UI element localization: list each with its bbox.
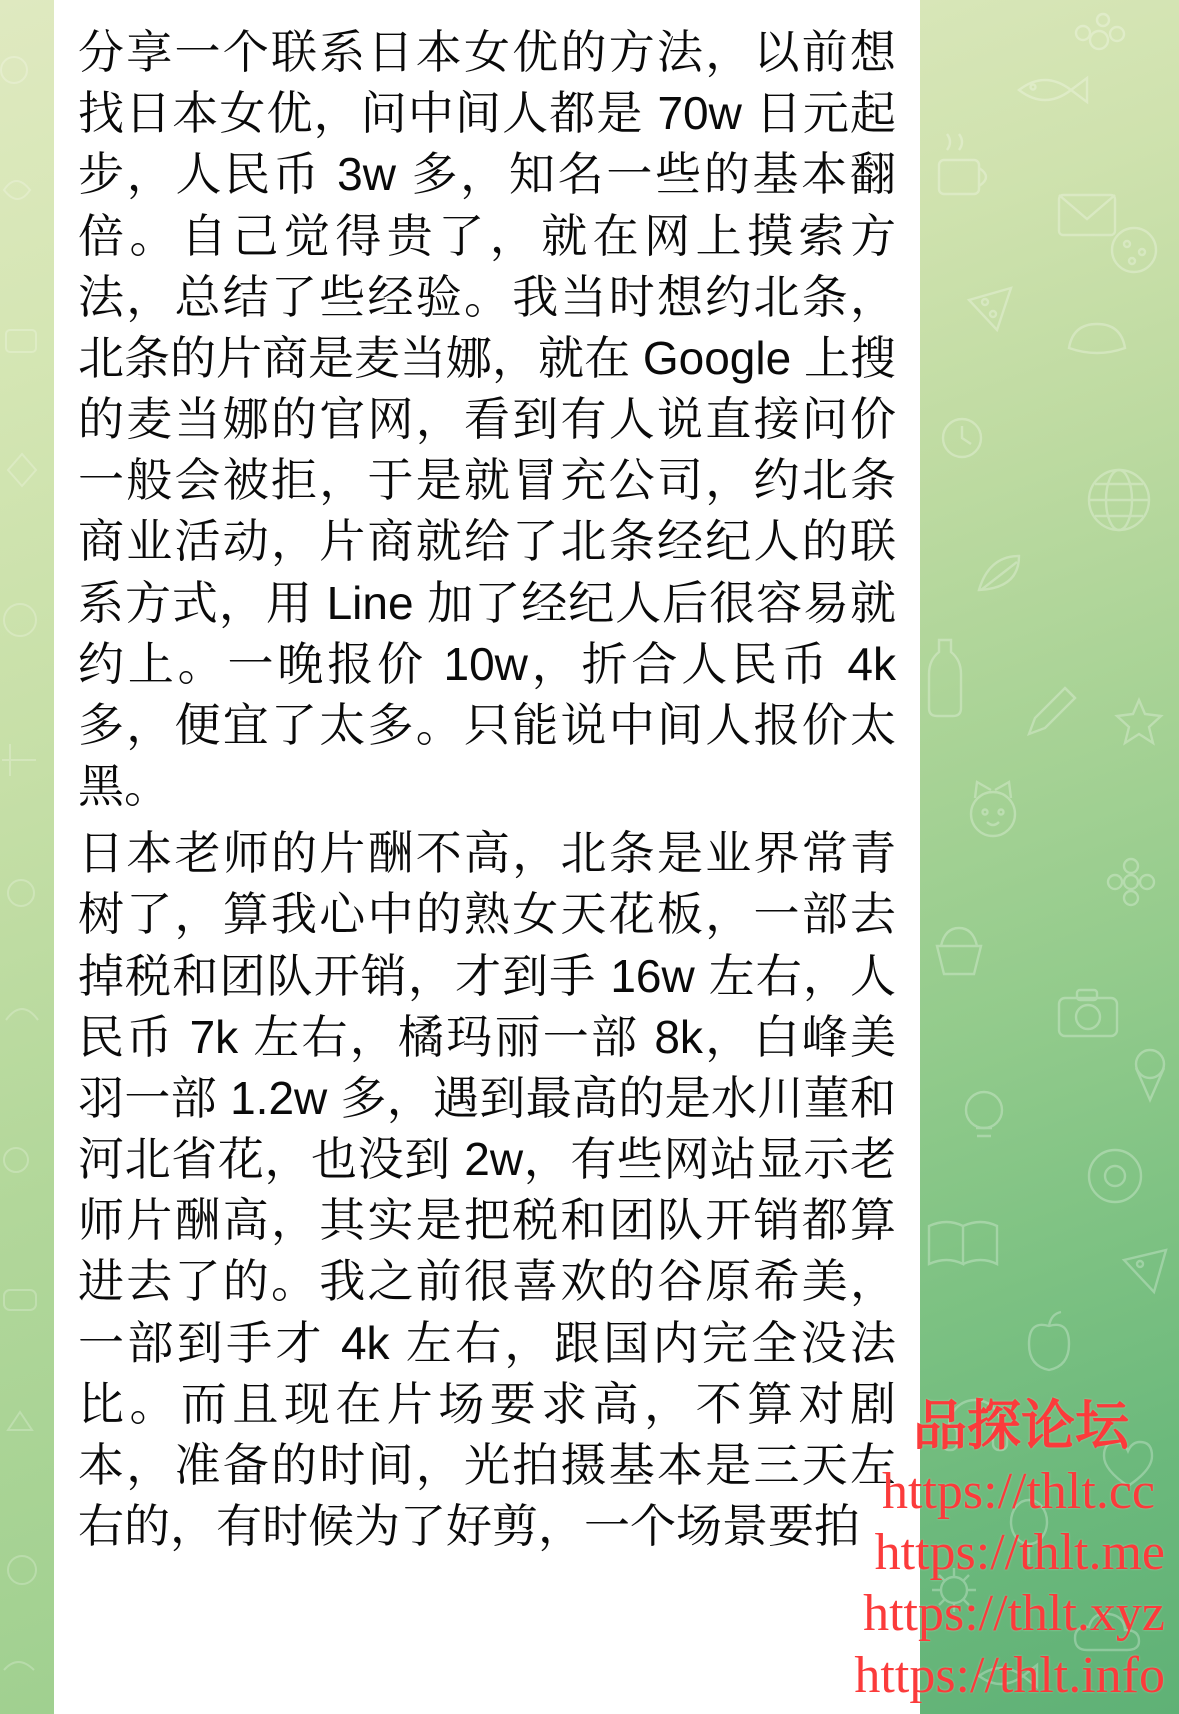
doodle-pattern-right-icon	[909, 0, 1179, 1714]
watermark-url-2: https://thlt.me	[874, 1523, 1165, 1581]
left-background-strip	[0, 0, 54, 1714]
watermark-url-4: https://thlt.info	[854, 1646, 1165, 1704]
watermark-url-3: https://thlt.xyz	[863, 1585, 1165, 1643]
article-content	[54, 0, 920, 1714]
watermark-site-title: 品探论坛	[913, 1395, 1129, 1456]
right-background-strip	[909, 0, 1179, 1714]
watermark-url-1: https://thlt.cc	[882, 1462, 1155, 1520]
paragraph-2: 日本老师的片酬不高，北条是业界常青树了，算我心中的熟女天花板，一部去掉税和团队开销，才到手 16w 左右，人民币 7k 左右，橘玛丽一部 8k，白峰美羽一部 1.2w 多，遇到最高的是水川菫和河北省花，也没到 2w，有些网站显示老师片酬高，其实是把税和团队开销都算进去了的。我之前很喜欢的谷原希美，一部到手才 4k 左右，跟国内完全没法比。而且现在片场要求高，不算对剧本，准备的时间，光拍摄基本是三天左右的，有时候为了好剪，一个场景要拍	[78, 827, 896, 1553]
paragraph-1: 分享一个联系日本女优的方法，以前想找日本女优，问中间人都是 70w 日元起步，人民币 3w 多，知名一些的基本翻倍。自己觉得贵了，就在网上摸索方法，总结了些经验。我当时想约北条，北条的片商是麦当娜，就在 Google 上搜的麦当娜的官网，看到有人说直接问价一般会被拒，于是就冒充公司，约北条商业活动，片商就给了北条经纪人的联系方式，用 Line 加了经纪人后很容易就约上。一晚报价 10w，折合人民币 4k 多，便宜了太多。只能说中间人报价太黑。	[78, 26, 896, 813]
doodle-pattern-left-icon	[0, 0, 54, 1714]
